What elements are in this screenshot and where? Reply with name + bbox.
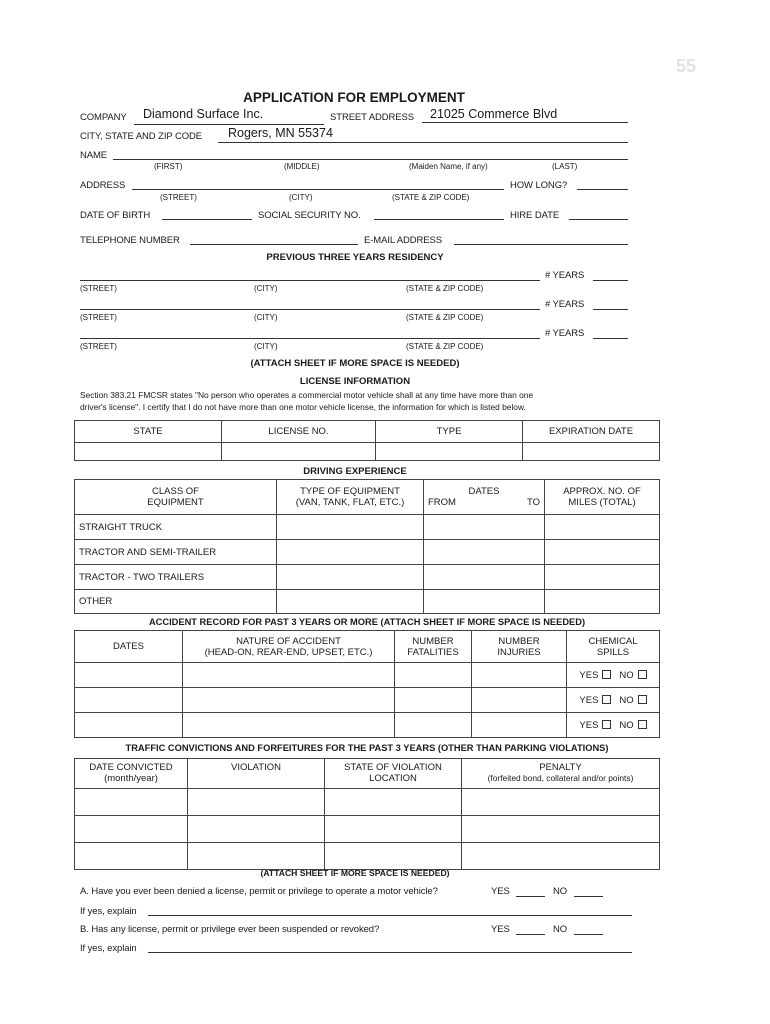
table-cell[interactable]: [188, 816, 325, 843]
city-state-zip-field[interactable]: Rogers, MN 55374: [228, 126, 333, 140]
accident-heading: ACCIDENT RECORD FOR PAST 3 YEARS OR MORE (ATTACH SHEET IF MORE SPACE IS NEEDED): [148, 617, 586, 627]
question-b-explain-field[interactable]: [148, 952, 632, 953]
col-state-line: LOCATION: [369, 773, 417, 784]
col-miles-line: MILES (TOTAL): [568, 497, 636, 508]
residency-heading: PREVIOUS THREE YEARS RESIDENCY: [266, 252, 444, 263]
col-penalty-line: PENALTY: [539, 762, 582, 773]
no-label: NO: [619, 694, 634, 706]
telephone-field[interactable]: [190, 244, 358, 245]
table-cell[interactable]: [424, 515, 545, 540]
driving-table: [74, 479, 660, 614]
col-injuries-line: INJURIES: [497, 646, 541, 658]
col-equipment-line: (VAN, TANK, FLAT, ETC.): [295, 497, 405, 508]
license-number-cell[interactable]: [222, 443, 376, 461]
accident-table: [74, 630, 660, 738]
col-miles-line: APPROX. NO. OF: [563, 486, 641, 497]
name-first-caption: (FIRST): [154, 162, 183, 171]
col-type: TYPE: [376, 421, 523, 443]
equipment-class-cell: STRAIGHT TRUCK: [75, 515, 277, 540]
license-expiration-cell[interactable]: [523, 443, 660, 461]
col-class-line: CLASS OF: [152, 486, 199, 497]
table-cell[interactable]: [277, 515, 424, 540]
name-label: NAME: [80, 150, 108, 161]
ssn-label: SOCIAL SECURITY NO.: [258, 210, 361, 221]
email-label: E-MAIL ADDRESS: [364, 235, 442, 246]
table-cell[interactable]: [75, 663, 183, 688]
license-paragraph-line: Section 383.21 FMCSR states "No person who operates a commercial motor vehicle shall at any time have more than one: [80, 390, 534, 400]
name-field[interactable]: [113, 159, 628, 160]
street-caption: (STREET): [80, 313, 117, 322]
telephone-label: TELEPHONE NUMBER: [80, 235, 180, 246]
question-a-explain-field[interactable]: [148, 915, 632, 916]
years-label: # YEARS: [545, 270, 585, 281]
ssn-field[interactable]: [374, 219, 504, 220]
col-class-line: EQUIPMENT: [147, 497, 204, 508]
table-cell[interactable]: [462, 816, 660, 843]
years-field-3[interactable]: [593, 338, 628, 339]
col-fatalities-line: FATALITIES: [407, 646, 459, 658]
table-cell[interactable]: [395, 663, 472, 688]
chemical-spill-choice: [567, 713, 660, 738]
col-fatalities: [395, 631, 472, 663]
street-address-field[interactable]: 21025 Commerce Blvd: [430, 107, 558, 121]
table-cell[interactable]: [545, 590, 660, 614]
table-cell[interactable]: [424, 590, 545, 614]
col-to-label: TO: [526, 497, 540, 508]
table-cell[interactable]: [395, 688, 472, 713]
table-cell[interactable]: [424, 565, 545, 590]
no-checkbox[interactable]: [638, 720, 647, 729]
hire-date-field[interactable]: [569, 219, 628, 220]
table-cell[interactable]: [75, 816, 188, 843]
table-cell[interactable]: [277, 540, 424, 565]
address-label: ADDRESS: [80, 180, 126, 191]
yes-label: YES: [579, 719, 599, 731]
question-a-no-field[interactable]: [574, 896, 603, 897]
col-equipment-line: TYPE OF EQUIPMENT: [300, 486, 400, 497]
table-cell[interactable]: [75, 843, 188, 870]
no-checkbox[interactable]: [638, 695, 647, 704]
question-b-yes-label: YES: [491, 924, 510, 935]
address-street-caption: (STREET): [160, 193, 197, 202]
license-paragraph: [80, 389, 640, 413]
question-a-yes-field[interactable]: [516, 896, 545, 897]
col-penalty: [462, 759, 660, 789]
col-class: [75, 480, 277, 515]
col-chemical-line: SPILLS: [596, 646, 630, 658]
email-field[interactable]: [454, 244, 628, 245]
col-dates: [424, 480, 545, 515]
col-expiration: EXPIRATION DATE: [523, 421, 660, 443]
col-date-line: (month/year): [104, 773, 158, 784]
dob-field[interactable]: [162, 219, 252, 220]
city-caption: (CITY): [254, 284, 278, 293]
how-long-label: HOW LONG?: [510, 180, 568, 191]
table-cell[interactable]: [472, 713, 567, 738]
table-cell[interactable]: [183, 663, 395, 688]
chemical-spill-choice: [567, 688, 660, 713]
residency-attach-note: (ATTACH SHEET IF MORE SPACE IS NEEDED): [250, 358, 460, 369]
years-field-1[interactable]: [593, 280, 628, 281]
residency-field-2[interactable]: [80, 309, 540, 310]
residency-field-1[interactable]: [80, 280, 540, 281]
street-caption: (STREET): [80, 342, 117, 351]
col-from-label: FROM: [428, 497, 456, 508]
no-label: NO: [619, 669, 634, 681]
license-heading: LICENSE INFORMATION: [299, 376, 411, 387]
yes-checkbox[interactable]: [602, 720, 611, 729]
equipment-class-cell: TRACTOR - TWO TRAILERS: [75, 565, 277, 590]
col-injuries: [472, 631, 567, 663]
license-state-cell[interactable]: [75, 443, 222, 461]
traffic-table: [74, 758, 660, 870]
table-cell[interactable]: [75, 789, 188, 816]
col-nature-line: NATURE OF ACCIDENT: [236, 635, 341, 647]
question-a-explain-label: If yes, explain: [80, 906, 137, 917]
col-violation: VIOLATION: [188, 759, 325, 789]
question-a-yes-label: YES: [491, 886, 510, 897]
table-cell[interactable]: [277, 590, 424, 614]
question-a: A. Have you ever been denied a license, permit or privilege to operate a motor vehicle?: [80, 886, 438, 897]
table-cell[interactable]: [462, 843, 660, 870]
chemical-spill-choice: [567, 663, 660, 688]
yes-label: YES: [579, 694, 599, 706]
table-cell[interactable]: [325, 816, 462, 843]
address-field[interactable]: [132, 189, 504, 190]
yes-checkbox[interactable]: [602, 670, 611, 679]
company-label: COMPANY: [80, 112, 127, 123]
state-zip-caption: (STATE & ZIP CODE): [406, 284, 484, 293]
table-cell[interactable]: [325, 843, 462, 870]
table-cell[interactable]: [75, 713, 183, 738]
col-date-convicted: [75, 759, 188, 789]
table-cell[interactable]: [325, 789, 462, 816]
col-chemical-spills: [567, 631, 660, 663]
col-penalty-line: (forfeited bond, collateral and/or points): [487, 773, 634, 783]
address-state-zip-caption: (STATE & ZIP CODE): [392, 193, 470, 202]
table-cell[interactable]: [395, 713, 472, 738]
table-cell[interactable]: [75, 688, 183, 713]
address-city-caption: (CITY): [289, 193, 313, 202]
col-miles: [545, 480, 660, 515]
residency-field-3[interactable]: [80, 338, 540, 339]
company-field[interactable]: Diamond Surface Inc.: [143, 107, 264, 121]
street-caption: (STREET): [80, 284, 117, 293]
yes-label: YES: [579, 669, 599, 681]
question-b-yes-field[interactable]: [516, 934, 545, 935]
table-cell[interactable]: [424, 540, 545, 565]
question-a-no-label: NO: [553, 886, 568, 897]
name-middle-caption: (MIDDLE): [284, 162, 320, 171]
name-last-caption: (LAST): [552, 162, 578, 171]
city-state-zip-label: CITY, STATE AND ZIP CODE: [80, 131, 203, 142]
equipment-class-cell: TRACTOR AND SEMI-TRAILER: [75, 540, 277, 565]
col-nature: [183, 631, 395, 663]
license-paragraph-line: driver's license". I certify that I do not have more than one motor vehicle license, the information for which is listed below.: [80, 402, 526, 412]
how-long-field[interactable]: [577, 189, 628, 190]
col-nature-line: (HEAD-ON, REAR-END, UPSET, ETC.): [204, 646, 373, 658]
table-cell[interactable]: [472, 688, 567, 713]
no-label: NO: [619, 719, 634, 731]
yes-checkbox[interactable]: [602, 695, 611, 704]
page-title: APPLICATION FOR EMPLOYMENT: [243, 90, 465, 105]
col-accident-dates: DATES: [75, 631, 183, 663]
state-zip-caption: (STATE & ZIP CODE): [406, 313, 484, 322]
table-cell[interactable]: [188, 843, 325, 870]
col-dates-label: DATES: [468, 486, 500, 497]
col-state-location: [325, 759, 462, 789]
hire-date-label: HIRE DATE: [510, 210, 560, 221]
table-cell[interactable]: [277, 565, 424, 590]
street-address-label: STREET ADDRESS: [330, 112, 414, 123]
col-chemical-line: CHEMICAL: [588, 635, 638, 647]
table-cell[interactable]: [472, 663, 567, 688]
years-field-2[interactable]: [593, 309, 628, 310]
table-cell[interactable]: [545, 565, 660, 590]
years-label: # YEARS: [545, 328, 585, 339]
license-type-cell[interactable]: [376, 443, 523, 461]
col-equipment-type: [277, 480, 424, 515]
dob-label: DATE OF BIRTH: [80, 210, 151, 221]
col-injuries-line: NUMBER: [498, 635, 540, 647]
table-cell[interactable]: [183, 688, 395, 713]
no-checkbox[interactable]: [638, 670, 647, 679]
driving-heading: DRIVING EXPERIENCE: [303, 466, 407, 477]
col-state: STATE: [75, 421, 222, 443]
table-cell[interactable]: [462, 789, 660, 816]
col-date-line: DATE CONVICTED: [89, 762, 173, 773]
table-cell[interactable]: [183, 713, 395, 738]
col-fatalities-line: NUMBER: [412, 635, 454, 647]
question-b: B. Has any license, permit or privilege ever been suspended or revoked?: [80, 924, 380, 935]
license-table: [74, 420, 660, 461]
table-cell[interactable]: [188, 789, 325, 816]
city-caption: (CITY): [254, 342, 278, 351]
state-zip-caption: (STATE & ZIP CODE): [406, 342, 484, 351]
col-state-line: STATE OF VIOLATION: [344, 762, 442, 773]
question-b-no-field[interactable]: [574, 934, 603, 935]
question-b-explain-label: If yes, explain: [80, 943, 137, 954]
traffic-heading: TRAFFIC CONVICTIONS AND FORFEITURES FOR THE PAST 3 YEARS (OTHER THAN PARKING VIOLATIONS): [125, 743, 609, 753]
city-caption: (CITY): [254, 313, 278, 322]
years-label: # YEARS: [545, 299, 585, 310]
equipment-class-cell: OTHER: [75, 590, 277, 614]
question-b-no-label: NO: [553, 924, 568, 935]
table-cell[interactable]: [545, 515, 660, 540]
col-license-no: LICENSE NO.: [222, 421, 376, 443]
name-maiden-caption: (Maiden Name, if any): [409, 162, 488, 171]
traffic-attach-note: (ATTACH SHEET IF MORE SPACE IS NEEDED): [260, 868, 450, 878]
table-cell[interactable]: [545, 540, 660, 565]
page-number: 55: [676, 56, 697, 76]
